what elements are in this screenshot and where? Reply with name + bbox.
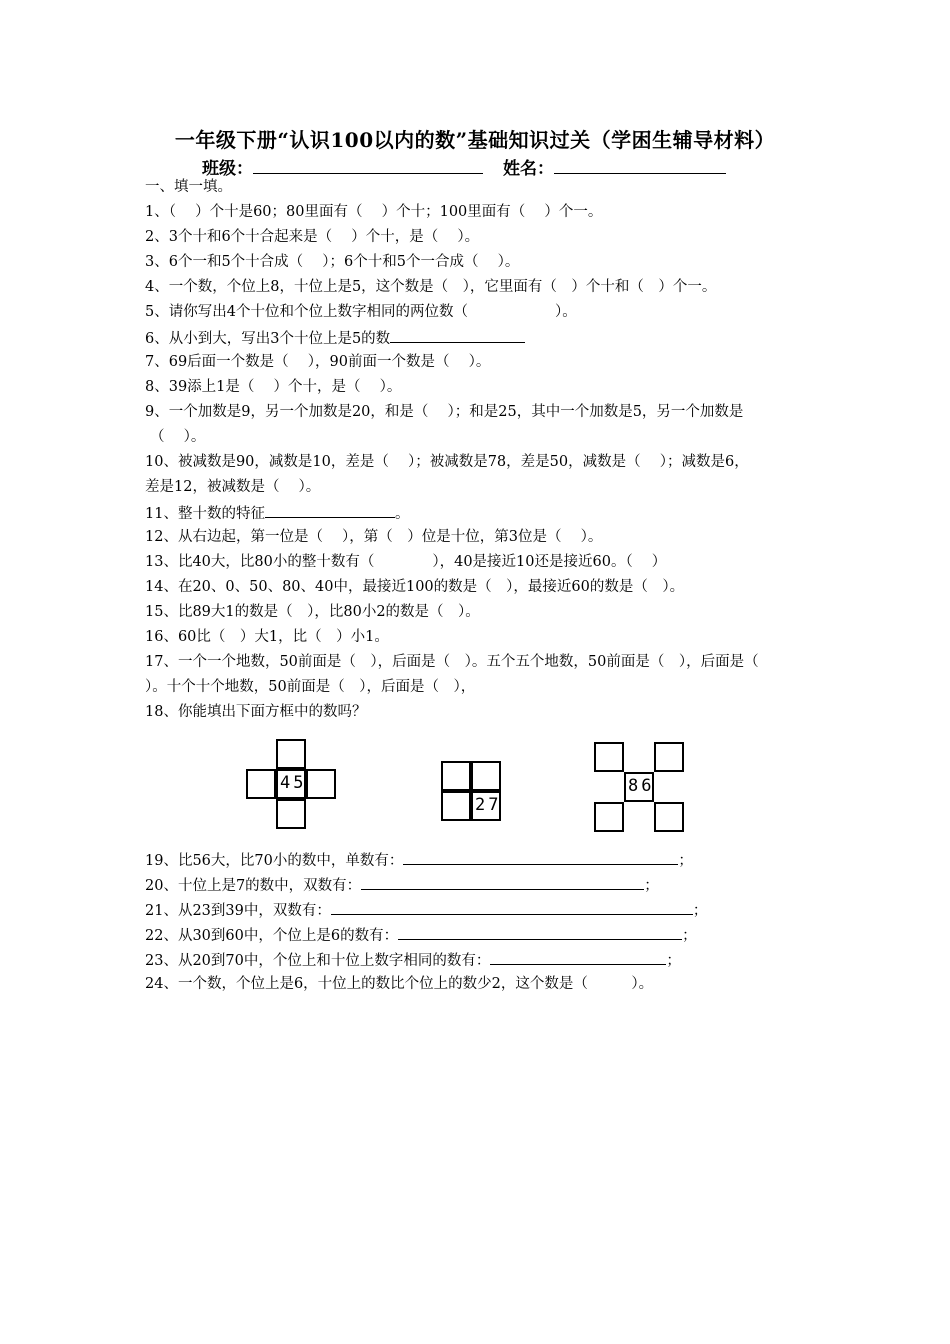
question-17: 17、一个一个地数，50前面是（ ），后面是（ ）。五个五个地数，50前面是（ ），后面是（ bbox=[145, 654, 759, 670]
question-13: 13、比40大，比80小的整十数有（ ），40是接近10还是接近60。（ ） bbox=[145, 554, 667, 570]
grid-cell[interactable] bbox=[594, 802, 624, 832]
grid-cell[interactable] bbox=[471, 761, 501, 791]
question-9-continued: （ ）。 bbox=[150, 429, 206, 445]
class-blank[interactable] bbox=[253, 159, 483, 174]
given-number: 45 bbox=[280, 773, 307, 793]
number-grid-x bbox=[594, 742, 686, 834]
given-number: 27 bbox=[475, 795, 502, 815]
number-grid-square bbox=[441, 761, 503, 823]
grid-cell[interactable] bbox=[654, 742, 684, 772]
semicolon: ； bbox=[644, 878, 659, 894]
question-11 bbox=[145, 503, 409, 523]
question-14: 14、在20、0、50、80、40中，最接近100的数是（ ），最接近60的数是（ ）。 bbox=[145, 579, 685, 595]
question-19-text: 19、比56大，比70小的数中，单数有： bbox=[145, 853, 404, 869]
question-2: 2、3个十和6个十合起来是（ ）个十，是（ ）。 bbox=[145, 229, 480, 245]
question-17-continued: ）。十个十个地数，50前面是（ ），后面是（ ）， bbox=[145, 679, 476, 695]
grid-cell[interactable] bbox=[594, 742, 624, 772]
question-12: 12、从右边起，第一位是（ ），第（ ）位是十位，第3位是（ ）。 bbox=[145, 529, 603, 545]
answer-blank[interactable] bbox=[265, 503, 395, 518]
question-11-text: 11、整十数的特征 bbox=[145, 506, 265, 522]
class-name-line bbox=[202, 154, 726, 179]
question-11-end: 。 bbox=[394, 506, 410, 522]
grid-cell[interactable] bbox=[276, 799, 306, 829]
question-4: 4、一个数，个位上8，十位上是5，这个数是（ ），它里面有（ ）个十和（ ）个一。 bbox=[145, 279, 717, 295]
question-21 bbox=[145, 900, 707, 920]
class-label: 班级： bbox=[202, 159, 253, 179]
answer-blank[interactable] bbox=[331, 900, 693, 915]
question-10-continued: 差是12，被减数是（ ）。 bbox=[145, 479, 321, 495]
question-15: 15、比89大1的数是（ ），比80小2的数是（ ）。 bbox=[145, 604, 480, 620]
question-6-text: 6、从小到大，写出3个十位上是5的数 bbox=[145, 331, 391, 347]
page-title: 一年级下册“认识100以内的数”基础知识过关（学困生辅导材料） bbox=[174, 128, 776, 152]
question-1: 1、（ ）个十是60；80里面有（ ）个十；100里面有（ ）个一。 bbox=[145, 204, 603, 220]
question-9: 9、一个加数是9，另一个加数是20，和是（ ）；和是25，其中一个加数是5，另一个加数是 bbox=[145, 404, 744, 420]
semicolon: ； bbox=[678, 853, 693, 869]
question-20-text: 20、十位上是7的数中，双数有： bbox=[145, 878, 362, 894]
question-19 bbox=[145, 850, 693, 870]
semicolon: ； bbox=[666, 953, 681, 969]
answer-blank[interactable] bbox=[390, 328, 525, 343]
grid-cell[interactable] bbox=[654, 802, 684, 832]
question-5: 5、请你写出4个十位和个位上数字相同的两位数（ ）。 bbox=[145, 304, 577, 320]
grid-cell[interactable] bbox=[441, 761, 471, 791]
answer-blank[interactable] bbox=[398, 925, 682, 940]
semicolon: ； bbox=[682, 928, 697, 944]
question-10: 10、被减数是90，减数是10，差是（ ）；被减数是78，差是50，减数是（ ）；减数是6， bbox=[145, 454, 749, 470]
question-3: 3、6个一和5个十合成（ ）；6个十和5个一合成（ ）。 bbox=[145, 254, 520, 270]
answer-blank[interactable] bbox=[490, 950, 666, 965]
question-18: 18、你能填出下面方框中的数吗？ bbox=[145, 704, 367, 720]
grid-cell[interactable] bbox=[306, 769, 336, 799]
grid-cell[interactable] bbox=[276, 739, 306, 769]
question-23-text: 23、从20到70中，个位上和十位上数字相同的数有： bbox=[145, 953, 491, 969]
question-23 bbox=[145, 950, 681, 970]
number-grid-cross bbox=[246, 739, 338, 831]
question-20 bbox=[145, 875, 659, 895]
given-number: 86 bbox=[628, 776, 655, 796]
question-22 bbox=[145, 925, 697, 945]
name-blank[interactable] bbox=[554, 159, 726, 174]
semicolon: ； bbox=[692, 903, 708, 919]
question-22-text: 22、从30到60中，个位上是6的数有： bbox=[145, 928, 399, 944]
question-16: 16、60比（ ）大1，比（ ）小1。 bbox=[145, 629, 389, 645]
question-6 bbox=[145, 328, 525, 348]
section-heading: 一、填一填。 bbox=[145, 179, 232, 195]
question-21-text: 21、从23到39中，双数有： bbox=[145, 903, 331, 919]
name-label: 姓名： bbox=[503, 159, 554, 179]
question-24: 24、一个数，个位上是6，十位上的数比个位上的数少2，这个数是（ ）。 bbox=[145, 976, 654, 992]
grid-cell[interactable] bbox=[441, 791, 471, 821]
question-7: 7、69后面一个数是（ ），90前面一个数是（ ）。 bbox=[145, 354, 491, 370]
grid-cell[interactable] bbox=[246, 769, 276, 799]
answer-blank[interactable] bbox=[361, 875, 644, 890]
answer-blank[interactable] bbox=[403, 850, 678, 865]
question-8: 8、39添上1是（ ）个十，是（ ）。 bbox=[145, 379, 402, 395]
